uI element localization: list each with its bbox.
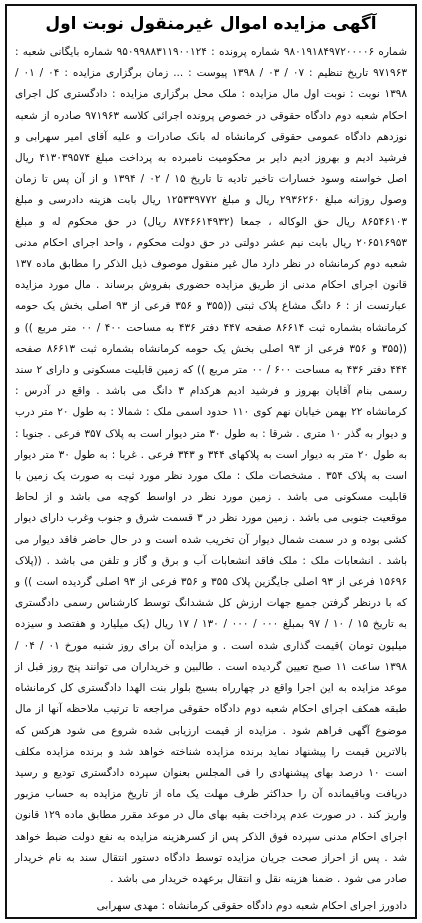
notice-signature: دادورز اجرای احکام شعبه دوم دادگاه حقوقی کرمانشاه : مهدی سهرابی (96, 900, 407, 913)
notice-frame (5, 4, 417, 919)
notice-body: شماره ۹۸۰۱۹۱۸۴۹۷۲۰۰۰۰۶ شماره پرونده : ۹۵۰۹۹۸۸۳۱۱۹۰۰۱۲۴ شماره بایگانی شعبه : ۹۷۱۹۶۳ تاریخ تنظیم : ۰۷ / ۰۳ / ۱۳۹۸ پیوست : ... زمان برگزاری مزایده : ۰۴ / ۰۱ / ۱۳۹۸ نوبت : نوبت اول مال مزایده : ملک محل برگزاری مزایده : دادگستری کل اجرای احکام شعبه دوم دادگاه حقوقی در خصوص پرونده اجرائی کلاسه ۹۷۱۹۶۳ صادره از شعبه نوزدهم دادگاه عمومی حقوقی کرمانشاه له بانک صادرات و علیه آقای امیر سهرابی و فرشید ادیم و بهروز ادیم دایر بر محکومیت نامبرده به پرداخت مبلغ ۴۱۳۰۳۹۵۷۴ ریال اصل خواسته وسود خسارات تاخیر تادیه تا تاریخ ۱۵ / ۰۲ / ۱۳۹۴ و از آن پس تا زمان وصول روزانه مبلغ ۲۹۳۶۲۶۰ ریال و مبلغ ۱۲۵۳۳۹۷۷۲ ریال بابت هزینه دادرسی و مبلغ ۸۶۵۴۶۱۰۳ ریال حق الوکاله ، جمعا (۸۷۴۶۶۱۴۹۳۲ ریال) در حق محکوم له و مبلغ ۲۰۶۵۱۶۹۵۳ ریال بابت نیم عشر دولتی در حق دولت محکوم ، واحد اجرای احکام مدنی شعبه دوم کرمانشاه در نظر دارد مال غیر منقول موصوف ذیل الذکر را مطابق ماده ۱۳۷ قانون اجرای احکام مدنی از طریق مزایده حضوری بفروش برساند . مال مورد مزایده عبارتست از : ۶ دانگ مشاع پلاک ثبتی ((۳۵۵ و ۳۵۶ فرعی از ۹۳ اصلی بخش یک حومه کرمانشاه بشماره ثبت ۸۶۶۱۴ صفحه ۴۴۷ دفتر ۴۳۶ به مساحت ۴۰۰ / ۰۰ متر مربع )) و ((۳۵۵ و ۳۵۶ فرعی از ۹۳ اصلی بخش یک حومه کرمانشاه بشماره ثبت ۸۶۶۱۳ صفحه ۴۴۴ دفتر ۴۳۶ به مساحت ۶۰۰ / ۰۰ متر مربع )) که زمین قابلیت مسکونی و دارای ۲ سند رسمی بنام آقایان بهروز و فرشید ادیم هرکدام ۳ دانگ می باشد . واقع در آدرس : کرمانشاه ۲۲ بهمن خیابان نهم کوی ۱۱۰ حدود اسمی ملک : شمالا : به طول ۲۰ متر درب و دیوار به گذر ۱۰ متری . شرقا : به طول ۳۰ متر دیوار است به پلاک ۳۵۷ فرعی . جنوبا : به طول ۲۰ متر به دیوار است به پلاکهای ۳۴۴ و ۳۴۳ فرعی . غربا : به طول ۳۰ متر دیوار است به پلاک ۳۵۴ . مشخصات ملک : ملک مورد نظر مورد ثبت به صورت یک زمین با قابلیت مسکونی می باشد . زمین مورد نظر در اواسط کوچه می باشد و از لحاظ موقعیت جنوبی می باشد . زمین مورد نظر در ۳ قسمت شرق و جنوب وغرب دارای دیوار کشی بوده و در سمت شمال دیوار آن تخریب شده است و در حال حاضر فاقد دیوار می باشد . انشعابات ملک : ملک فاقد انشعابات آب و برق و گاز و تلفن می باشد . ((پلاک ۱۵۶۹۶ فرعی از ۹۳ اصلی جایگزین پلاک ۳۵۵ و ۳۵۶ فرعی از ۹۳ اصلی گردیده است )) و که با درنظر گرفتن جمیع جهات ارزش کل ششدانگ توسط کارشناس رسمی دادگستری به تاریخ ۱۵ / ۱۰ / ۹۷ بمبلغ ۰۰۰ / ۰۰۰ / ۱۳۰ / ۱۷ ریال (یک میلیارد و هفتصد و سیزده میلیون تومان )قیمت گذاری شده است . و مزایده آن برای روز شنبه مورخ ۰۱ / ۰۴ / ۱۳۹۸ ساعت ۱۱ صبح تعیین گردیده است . طالبین و خریداران می توانند پنج روز قبل از موعد مزایده به این اجرا واقع در چهارراه بسیج بلوار بنت الهدا دادگستری کل کرمانشاه طبقه همکف اجرای احکام شعبه دوم دادگاه حقوقی مراجعه تا ترتیب ملاحظه آنها از مال موضوع آگهی فراهم شود . مزایده از قیمت ارزیابی شده شروع می شود هرکس که بالاترین قیمت را پیشنهاد نماید برنده مزایده شناخته خواهد شد و برنده مزایده مکلف است ۱۰ درصد بهای پیشنهادی را فی المجلس بعنوان سپرده دادگستری تودیع و رسید دریافت وباقیمانده آن را حداکثر ظرف مهلت یک ماه از تاریخ مزایده به حساب مزبور واریز کند . در صورت عدم پرداخت بقیه بهای مال در موعد مقرر مطابق ماده ۱۲۹ قانون اجرای احکام مدنی سپرده فوق الذکر پس از کسرهزینه مزایده به نفع دولت ضبط خواهد شد . پس از احراز صحت جریان مزایده توسط دادگاه دستور انتقال سند به نام خریدار صادر می شود . ضمنا هزینه نقل و انتقال برعهده خریدار می باشد . (15, 46, 408, 885)
notice-title: آگهی مزایده اموال غیرمنقول نوبت اول (45, 14, 377, 34)
